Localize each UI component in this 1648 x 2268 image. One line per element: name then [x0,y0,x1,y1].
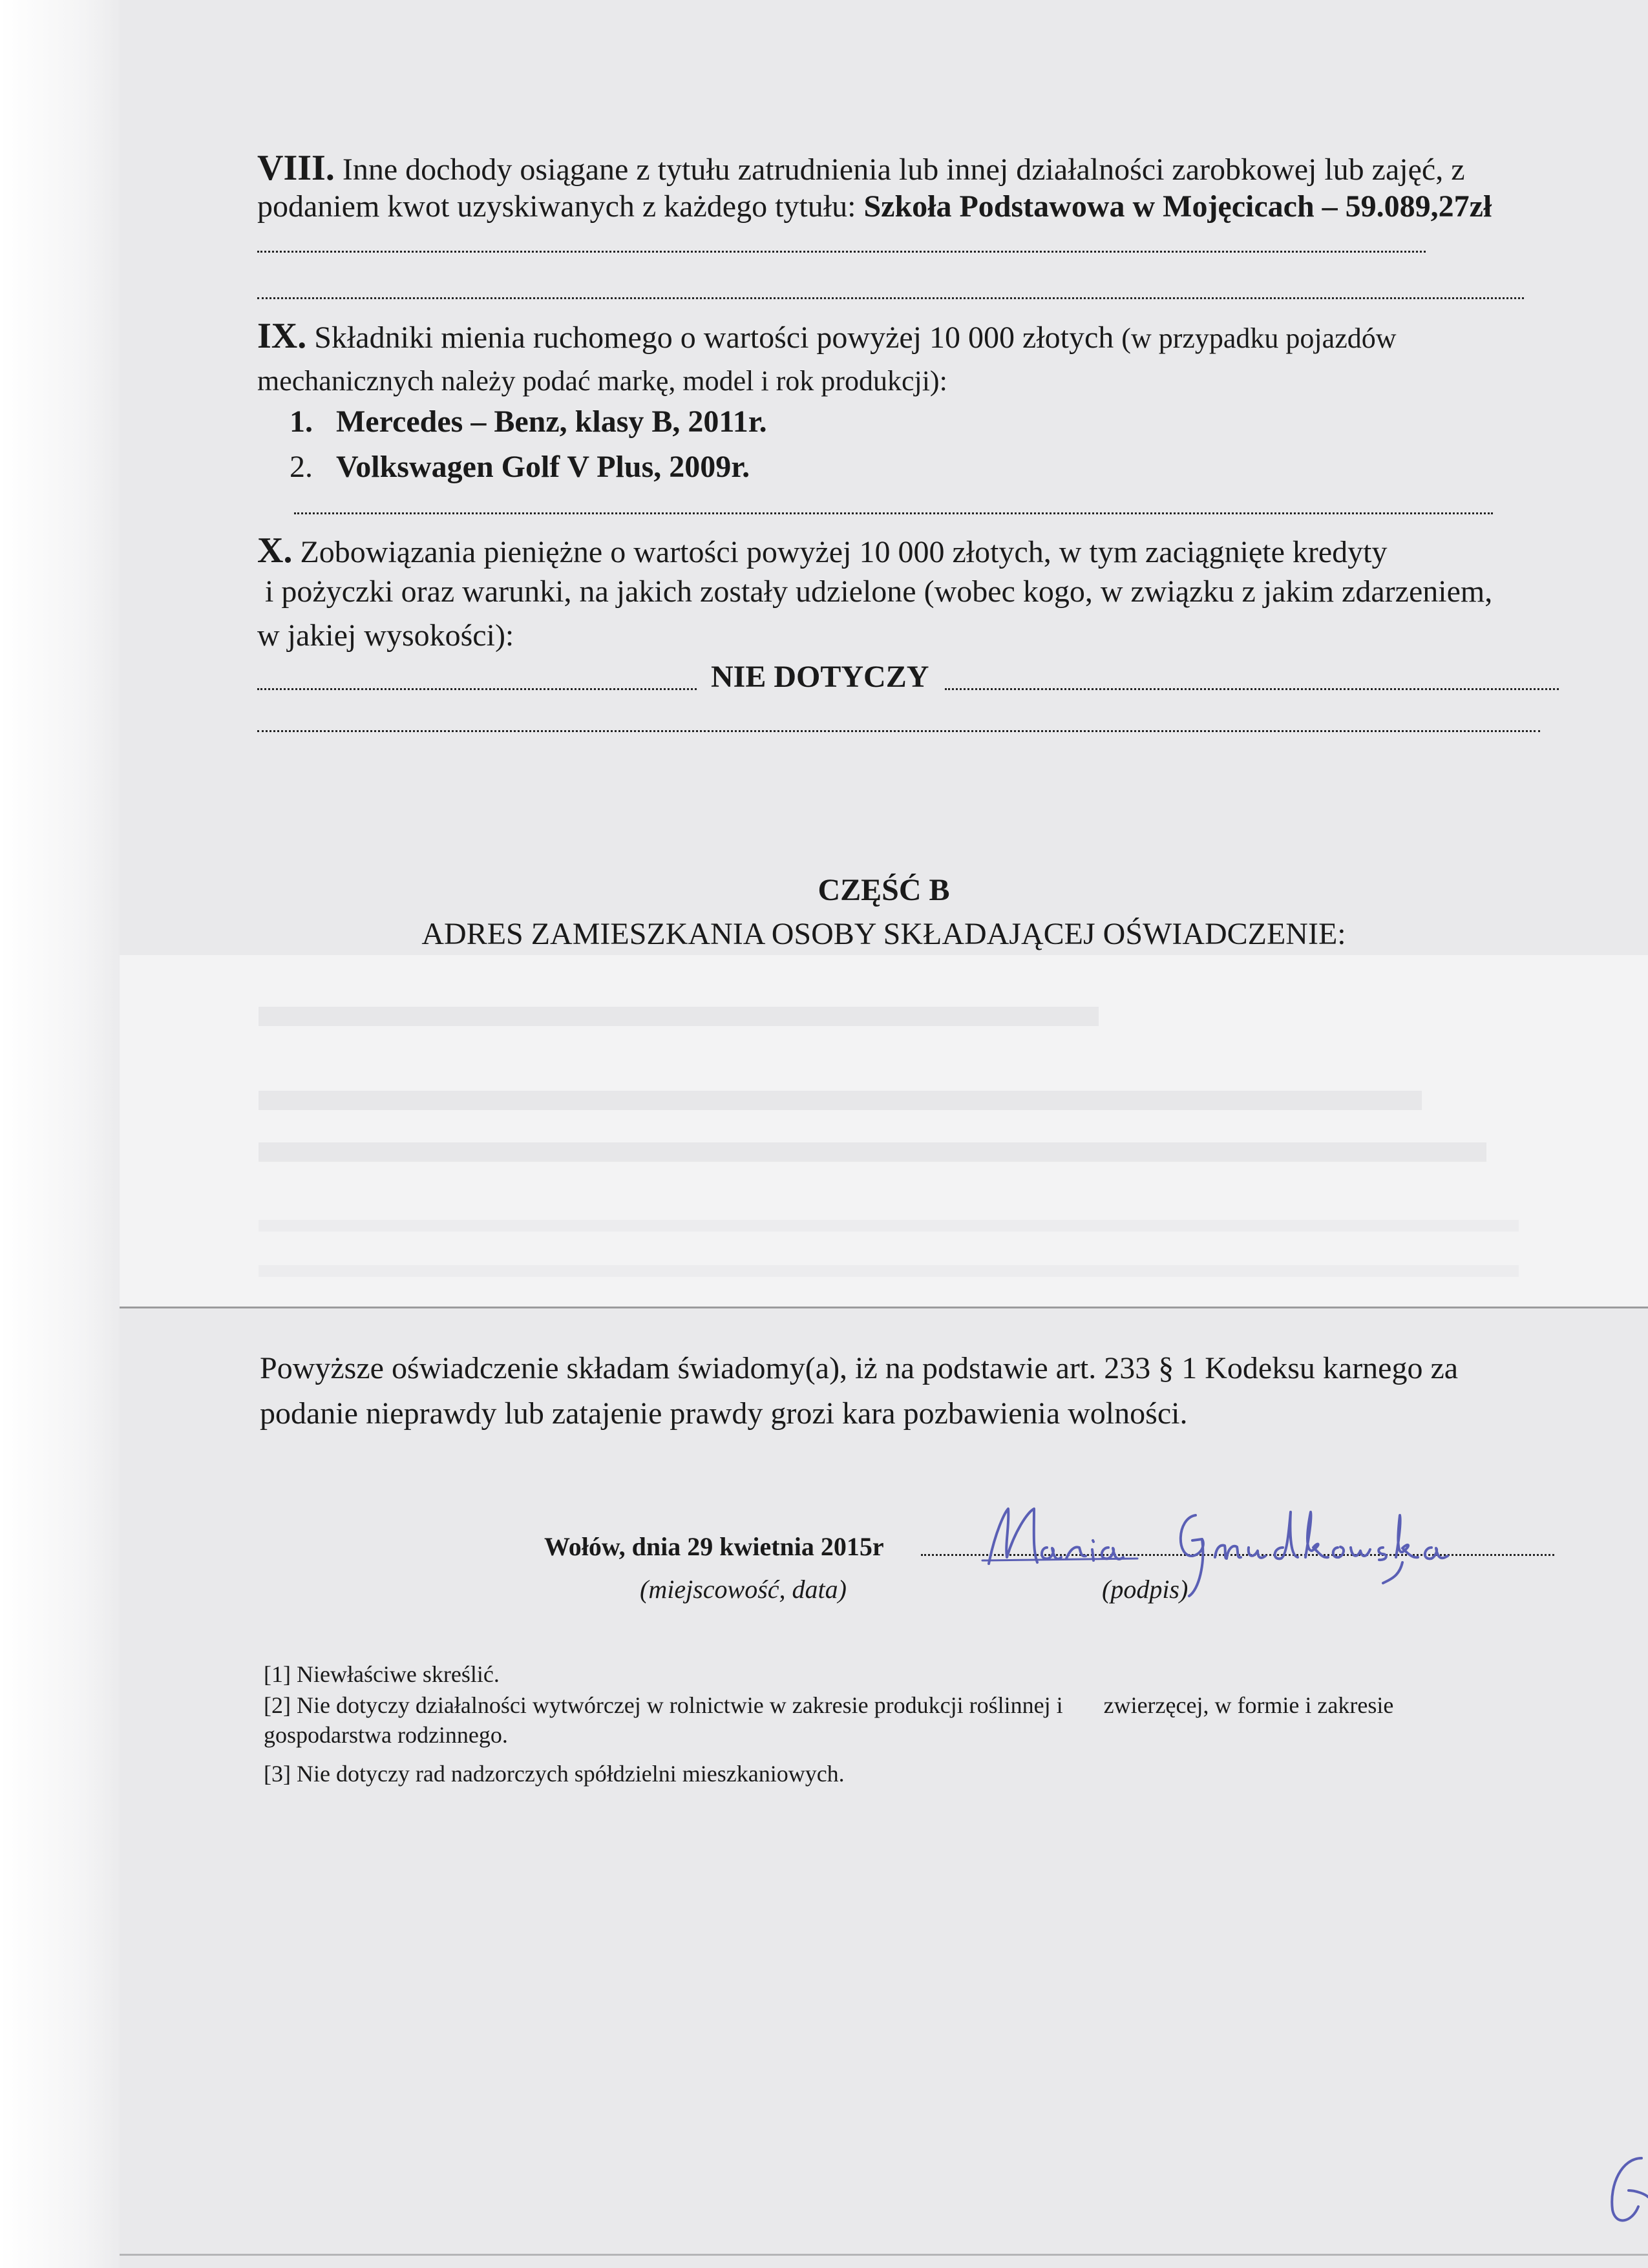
section-viii-value: Szkoła Podstawowa w Mojęcicach – 59.089,27zł [863,189,1492,224]
place-date-caption: (miejscowość, data) [640,1575,847,1604]
part-b-title: CZĘŚĆ B [818,873,950,907]
list-item-number: 2. [290,450,313,484]
list-item-number: 1. [290,404,313,439]
dotted-line [945,688,1559,690]
fold-line [120,1307,1648,1308]
section-ix-text-small: (w przypadku pojazdów [1121,322,1397,354]
part-b-subtitle: ADRES ZAMIESZKANIA OSOBY SKŁADAJĄCEJ OŚWIADCZENIE: [421,917,1346,951]
footnote [264,1661,500,1688]
section-viii-line2 [257,189,1492,224]
section-viii-prefix: podaniem kwot uzyskiwanych z każdego tytułu: [257,189,864,224]
declaration-line2: podanie nieprawdy lub zatajenie prawdy grozi kara pozbawienia wolności. [260,1396,1188,1431]
place-date: Wołów, dnia 29 kwietnia 2015r [544,1532,884,1561]
section-x-line1 [257,530,1388,571]
dotted-line [294,512,1493,514]
section-viii-line1 [257,147,1465,189]
dotted-line [257,251,1426,253]
dotted-line [257,688,697,690]
footnote-ref: [2] [264,1692,291,1718]
footnote-text: Nie dotyczy rad nadzorczych spółdzielni mieszkaniowych. [296,1761,845,1787]
faded-text-bar [259,1220,1519,1232]
list-item-text: Mercedes – Benz, klasy B, 2011r. [336,404,767,439]
dotted-line [257,730,1540,732]
section-x-line3: w jakiej wysokości): [257,618,514,653]
section-ix-text: Składniki mienia ruchomego o wartości powyżej 10 000 złotych [314,320,1114,355]
list-item-text: Volkswagen Golf V Plus, 2009r. [336,450,750,484]
signature-caption: (podpis) [1102,1575,1188,1604]
faded-text-bar [259,1142,1486,1162]
dotted-line [257,297,1524,299]
footnote-continuation: gospodarstwa rodzinnego. [264,1722,508,1748]
faded-text-bar [259,1265,1519,1277]
section-ix-line2: mechanicznych należy podać markę, model i rok produkcji): [257,365,947,397]
footnote [264,1760,845,1787]
faded-text-bar [259,1007,1099,1026]
redacted-address-area [120,955,1648,1307]
list-item [290,404,767,439]
scan-left-margin [0,0,120,2268]
list-item [290,449,750,485]
page-bottom-edge [120,2254,1648,2256]
section-viii-heading: VIII. [257,148,335,188]
footnote-ref: [3] [264,1761,291,1787]
footnote-ref: [1] [264,1661,291,1687]
footnote-text: Niewłaściwe skreślić. [296,1661,500,1687]
section-viii-text: Inne dochody osiągane z tytułu zatrudnienia lub innej działalności zarobkowej lub zajęć, z [342,152,1465,187]
declaration-line1: Powyższe oświadczenie składam świadomy(a), iż na podstawie art. 233 § 1 Kodeksu karnego za [260,1351,1459,1385]
footnote-text: Nie dotyczy działalności wytwórczej w rolnictwie w zakresie produkcji roślinnej i zwierzęcej, w formie i zakresie [296,1692,1394,1718]
faded-text-bar [259,1091,1422,1110]
section-ix-line1 [257,315,1397,357]
footnote [264,1692,1393,1719]
margin-initials [1603,2145,1648,2236]
section-x-text: Zobowiązania pieniężne o wartości powyżej 10 000 złotych, w tym zaciągnięte kredyty [300,535,1388,569]
section-x-line2: i pożyczki oraz warunki, na jakich zostały udzielone (wobec kogo, w związku z jakim zdarzeniem, [265,574,1493,609]
section-ix-heading: IX. [257,316,307,356]
handwritten-signature [969,1486,1486,1602]
section-x-heading: X. [257,530,293,571]
section-x-answer: NIE DOTYCZY [711,660,929,694]
